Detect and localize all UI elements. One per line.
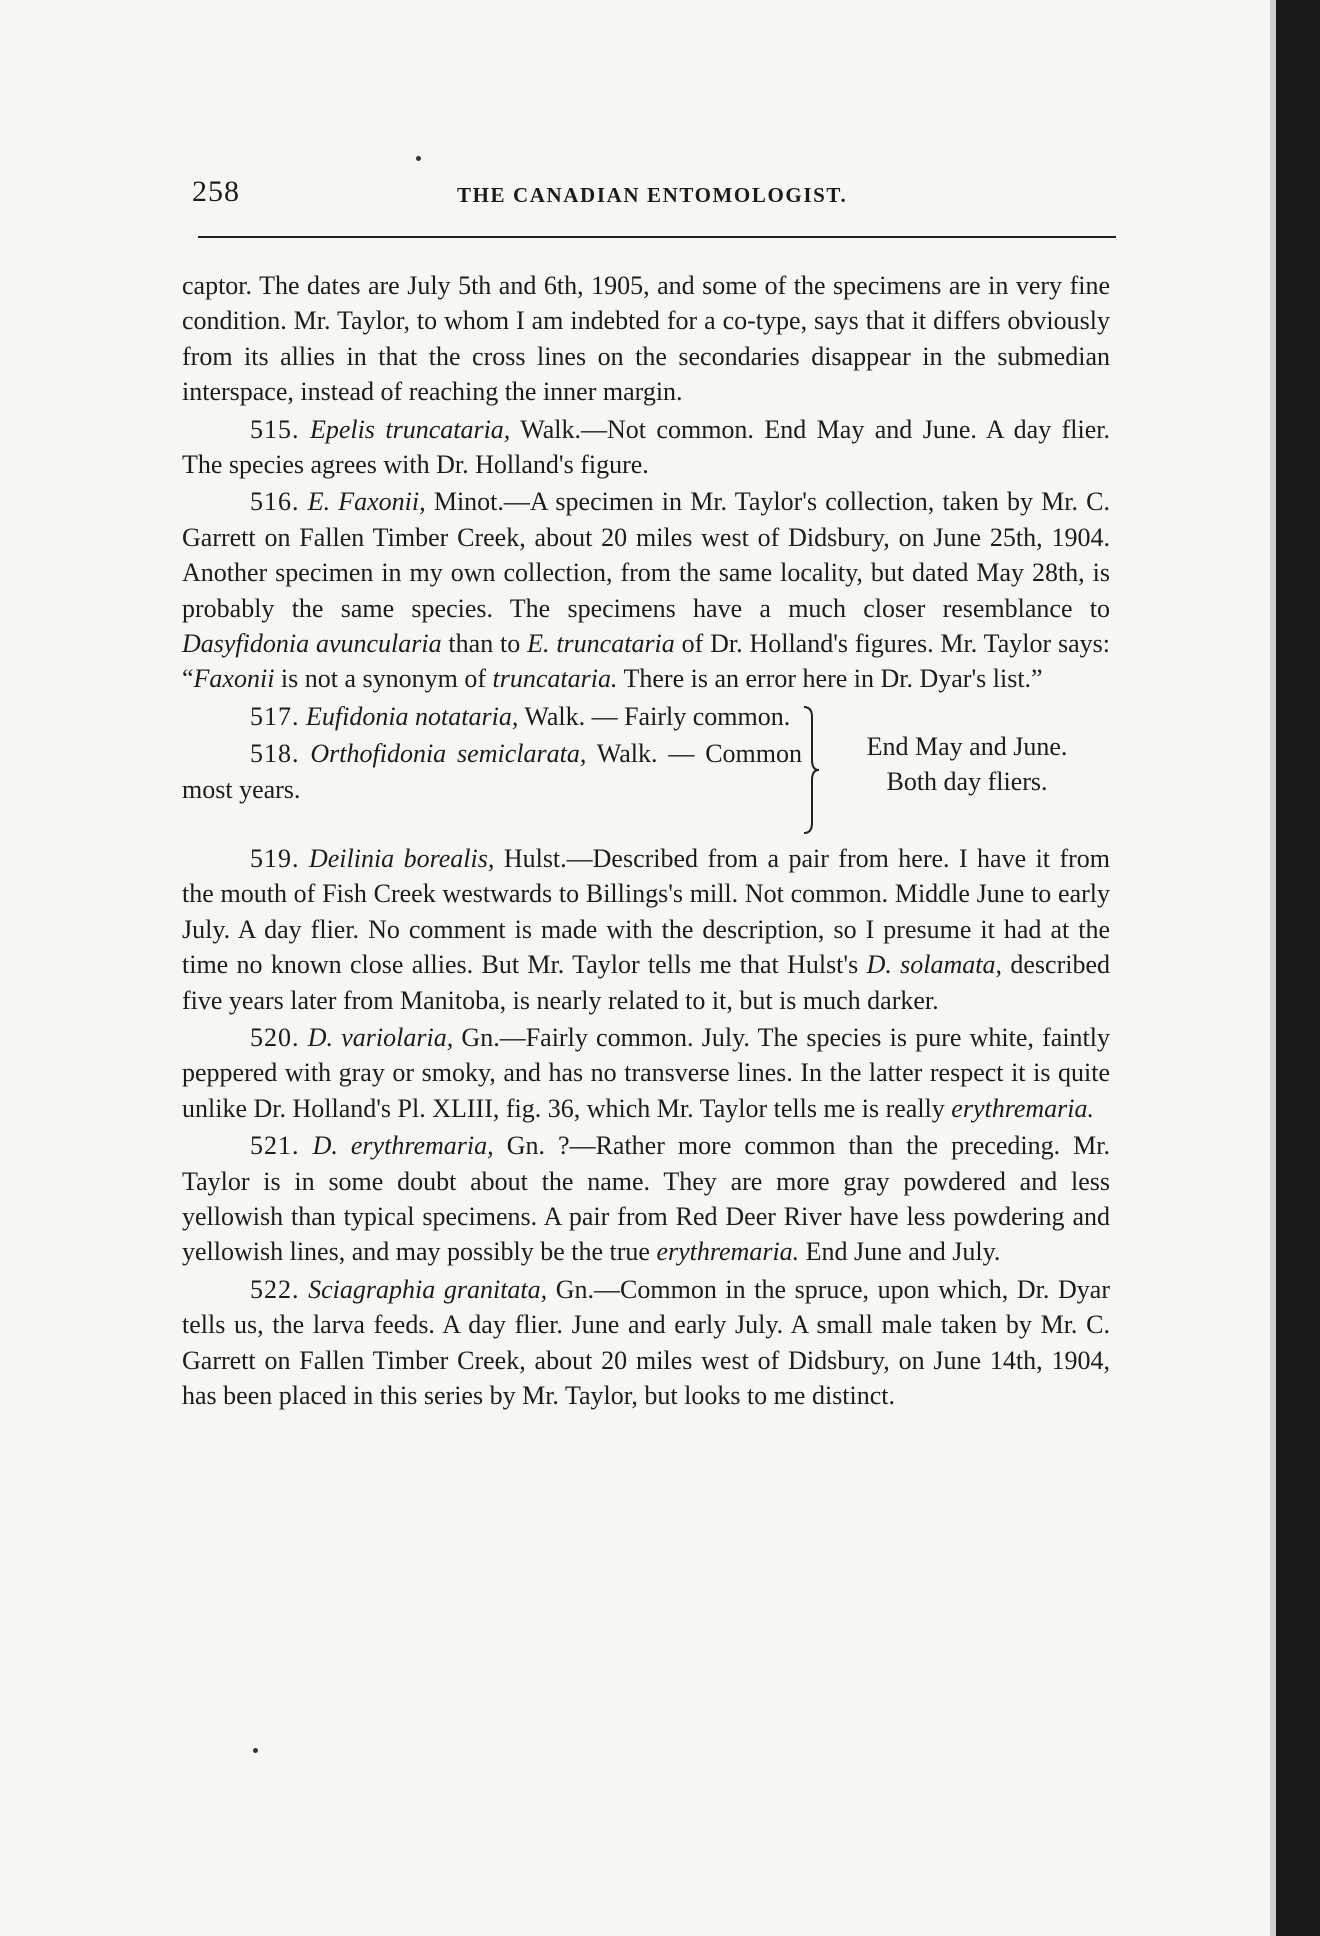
species-name: Deilinia borealis, <box>308 843 495 873</box>
species-name: D. variolaria, <box>307 1022 454 1052</box>
entry-number: 518. <box>250 739 300 769</box>
entry-text: Walk.—Not common. End May and June. A day flier. The species agrees with Dr. Holland's figure. <box>182 414 1111 480</box>
entry-text: There is an error here in Dr. Dyar's list.” <box>617 664 1043 694</box>
entry-text: than to <box>441 629 528 659</box>
entry-number: 520. <box>250 1022 300 1052</box>
entry-515 <box>182 412 1110 483</box>
entry-518 <box>182 736 802 807</box>
species-name: Dasyfidonia avuncularia <box>182 629 442 659</box>
entry-521 <box>182 1128 1110 1270</box>
entry-519 <box>182 841 1110 1018</box>
entry-text: Gn.—Common in the spruce, upon which, Dr. Dyar tells us, the larva feeds. A day flier. June and early July. A small male taken by Mr. C. Garrett on Fallen Timber Creek, about 20 miles west of Didsbury, on June 14th, 1904, has been placed in this series by Mr. Taylor, but looks to me distinct. <box>182 1274 1110 1410</box>
species-name: erythremaria. <box>951 1093 1095 1123</box>
entry-517 <box>182 699 802 734</box>
species-name: E. truncataria <box>527 629 675 659</box>
entry-text: Walk. — Fairly common. <box>518 701 791 731</box>
entry-text: Hulst.—Described from a pair from here. I have it from the mouth of Fish Creek westwards to Billings's mill. Not common. Middle June to early July. A day flier. No comment is made with the description, so I presume it had at the time no known close allies. But Mr. Taylor tells me that Hulst's <box>182 843 1111 980</box>
entry-number: 522. <box>250 1274 300 1304</box>
running-head: THE CANADIAN ENTOMOLOGIST. <box>457 183 848 207</box>
speck-mark <box>416 156 421 161</box>
species-name: D. solamata, <box>866 950 1003 980</box>
entry-520 <box>182 1020 1110 1126</box>
entry-number: 517. <box>250 701 300 731</box>
page-header <box>192 175 1120 225</box>
entry-text: of Dr. Holland's figures. Mr. Taylor says: “ <box>182 629 1110 694</box>
page-body <box>182 268 1110 1415</box>
species-name: Sciagraphia granitata, <box>308 1274 548 1304</box>
entry-number: 519. <box>250 843 300 873</box>
page-edge <box>1276 0 1320 1936</box>
species-name: D. erythremaria, <box>312 1131 494 1161</box>
bracketed-entries <box>182 699 1110 837</box>
paragraph-continuation: captor. The dates are July 5th and 6th, 1905, and some of the specimens are in very fine condition. Mr. Taylor, to whom I am indebted for a co-type, says that it differs obviously from its allies in that the cross lines on the secondaries disappear in the submedian interspace, instead of reaching the inner margin. <box>182 271 1110 407</box>
entry-text: Gn. ?—Rather more common than the preceding. Mr. Taylor is in some doubt about the name. They are more gray powdered and less yellowish than typical specimens. A pair from Red Deer River have less powdering and yellowish lines, and may possibly be the true <box>182 1131 1111 1267</box>
entry-516 <box>182 484 1110 696</box>
bracket-note-line: Both day fliers. <box>886 766 1048 796</box>
species-name: Faxonii <box>193 664 275 694</box>
entry-text: Walk. — Common most years. <box>182 739 803 804</box>
page-number: 258 <box>192 175 240 208</box>
entry-text: Gn.—Fairly common. July. The species is pure white, faintly peppered with gray or smoky, and has no transverse lines. In the latter respect it is quite unlike Dr. Holland's Pl. XLIII, fig. 36, which Mr. Taylor tells me is really <box>182 1022 1111 1123</box>
bracketed-entries-left <box>182 699 802 809</box>
entry-522 <box>182 1272 1110 1414</box>
entry-text: Minot.—A specimen in Mr. Taylor's collection, taken by Mr. C. Garrett on Fallen Timber Creek, about 20 miles west of Didsbury, on June 25th, 1904. Another specimen in my own collection, from the same locality, but dated May 28th, is probably the same species. The specimens have a much closer resemblance to <box>182 487 1110 623</box>
species-name: E. Faxonii, <box>307 487 426 517</box>
brace-icon <box>802 705 820 835</box>
entry-text: End June and July. <box>799 1237 1001 1267</box>
species-name: truncataria. <box>492 664 618 694</box>
entry-text: is not a synonym of <box>274 664 493 694</box>
species-name: Orthofidonia semiclarata, <box>310 739 587 769</box>
bracket-note <box>832 729 1102 799</box>
species-name: Epelis truncataria, <box>309 414 511 444</box>
bracket-note-line: End May and June. <box>866 731 1068 761</box>
speck-mark <box>253 1748 258 1753</box>
species-name: erythremaria. <box>656 1237 800 1267</box>
header-rule <box>198 236 1116 238</box>
entry-text: described five years later from Manitoba, is nearly related to it, but is much darker. <box>182 950 1110 1015</box>
species-name: Eufidonia notataria, <box>306 701 519 731</box>
entry-number: 521. <box>250 1131 300 1161</box>
entry-number: 516. <box>250 487 300 517</box>
entry-number: 515. <box>250 414 300 444</box>
